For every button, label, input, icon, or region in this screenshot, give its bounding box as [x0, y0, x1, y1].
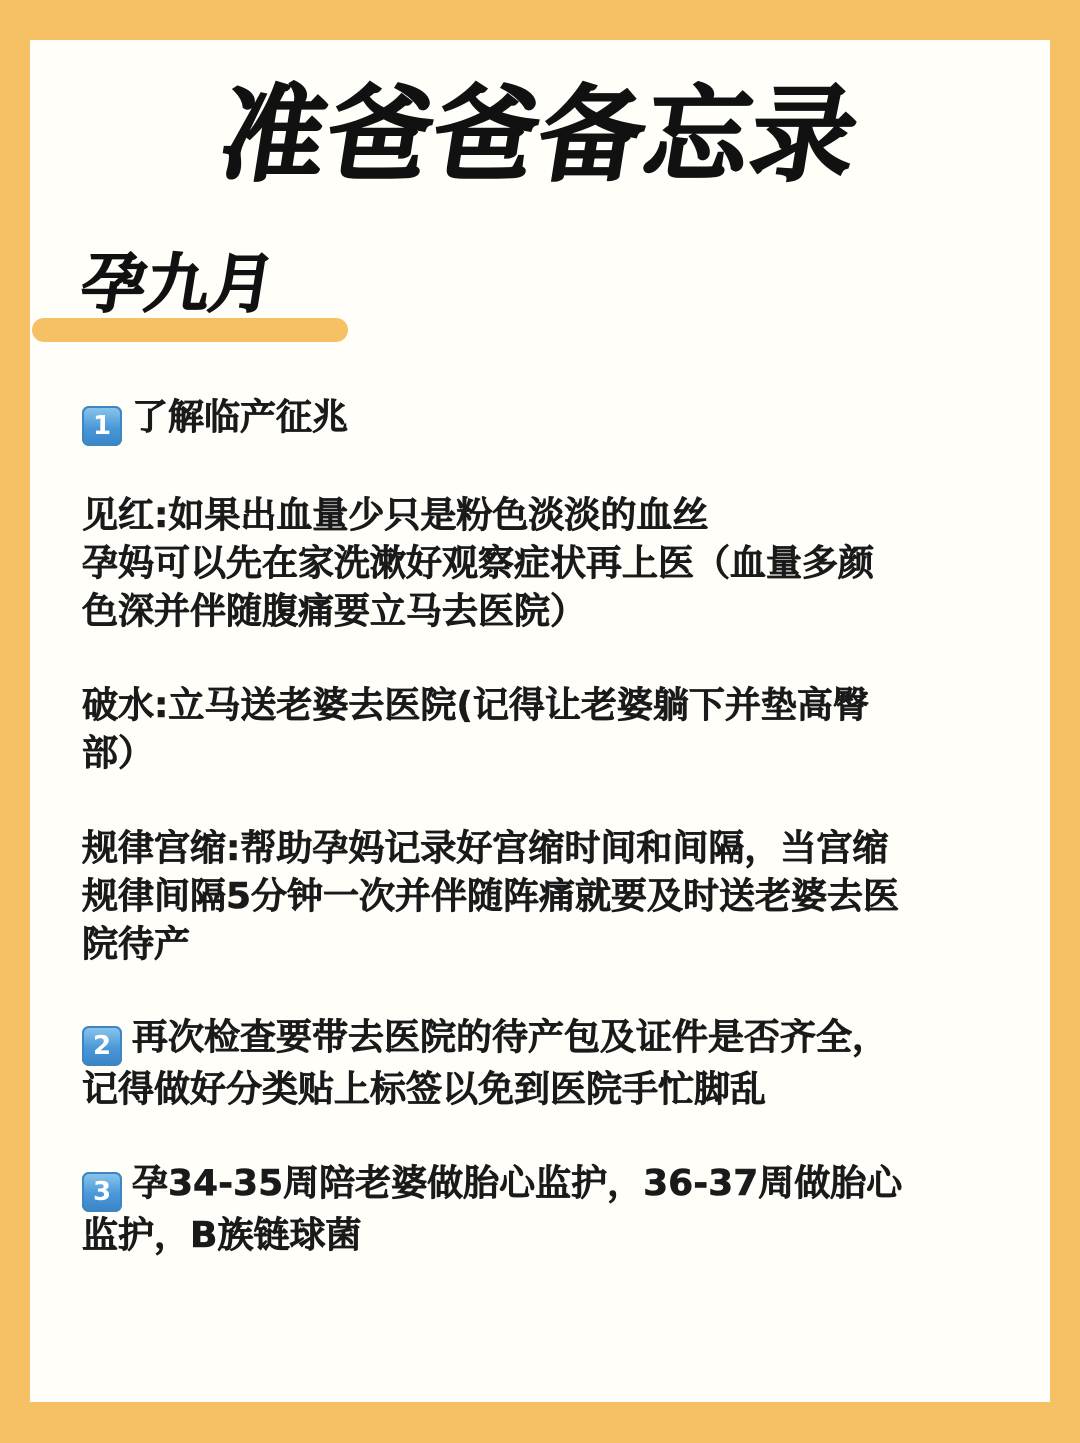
- section-2-line-1: 再次检查要带去医院的待产包及证件是否齐全，: [132, 1017, 889, 1058]
- section-1-title: 了解临产征兆: [132, 397, 349, 438]
- section-1-heading: [82, 394, 1012, 446]
- paragraph-water-break: [82, 682, 1012, 778]
- paragraph-contractions: [82, 825, 1012, 969]
- section-2-line-2: 记得做好分类贴上标签以免到医院手忙脚乱: [82, 1069, 767, 1110]
- section-3-line-1: 孕34-35周陪老婆做胎心监护，36-37周做胎心: [132, 1163, 903, 1204]
- section-3-line-2: 监护，B族链球菌: [82, 1215, 362, 1256]
- paragraph-line: 色深并伴随腹痛要立马去医院）: [82, 591, 587, 632]
- page-title: 准爸爸备忘录: [212, 74, 868, 196]
- paragraph-line: 规律宫缩:帮助孕妈记录好宫缩时间和间隔，当宫缩: [82, 828, 889, 869]
- paragraph-line: 见红:如果出血量少只是粉色淡淡的血丝: [82, 495, 709, 536]
- paragraph-line: 破水:立马送老婆去医院(记得让老婆躺下并垫高臀: [82, 685, 869, 726]
- subtitle: 孕九月: [76, 248, 280, 322]
- number-3-icon: 3: [82, 1172, 122, 1212]
- section-2: [82, 1014, 1012, 1114]
- section-3: [82, 1160, 1012, 1260]
- paragraph-line: 部）: [82, 733, 155, 774]
- paragraph-line: 孕妈可以先在家洗漱好观察症状再上医（血量多颜: [82, 543, 875, 584]
- paragraph-line: 院待产: [82, 924, 191, 965]
- paragraph-bleeding: [82, 492, 1012, 636]
- number-2-icon: 2: [82, 1026, 122, 1066]
- number-1-icon: 1: [82, 406, 122, 446]
- paragraph-line: 规律间隔5分钟一次并伴随阵痛就要及时送老婆去医: [82, 876, 900, 917]
- subtitle-wrap: [56, 242, 280, 328]
